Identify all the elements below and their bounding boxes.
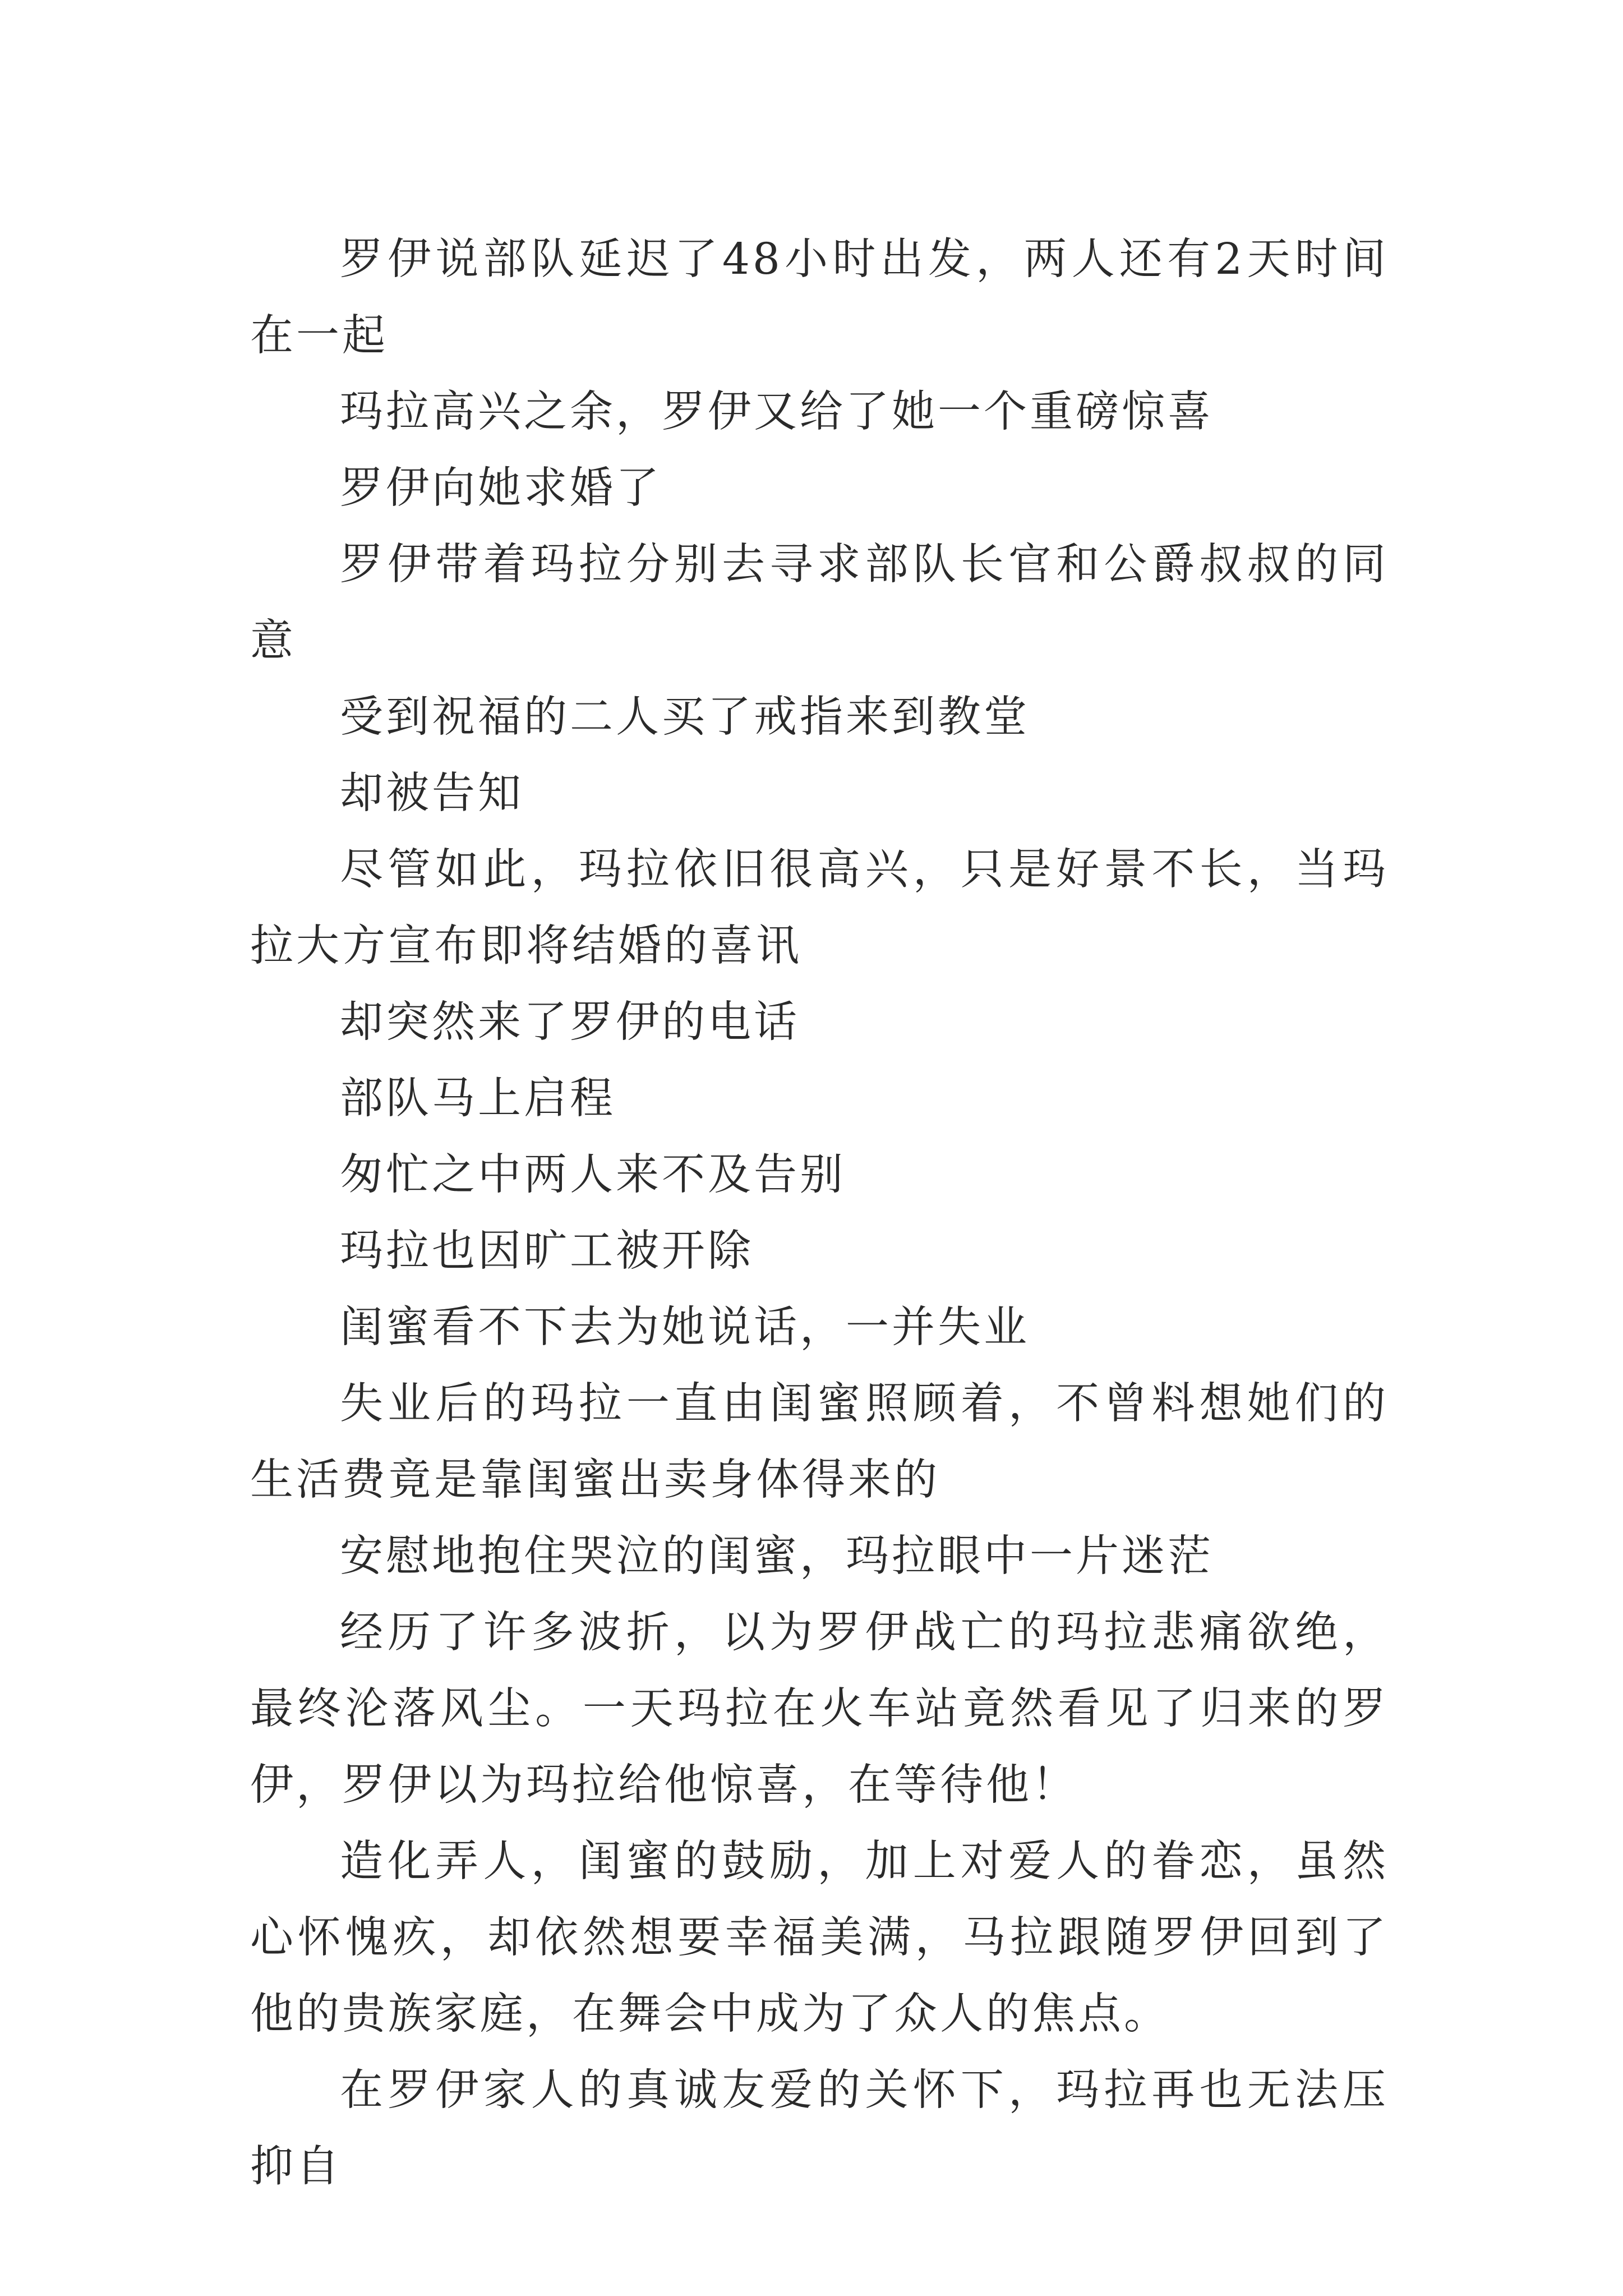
paragraph-6: 却被告知: [340, 769, 524, 818]
paragraph-17: 在罗伊家人的真诚友爱的关怀下，玛拉再也无法压抑自: [250, 2065, 1389, 2192]
paragraph-8: 却突然来了罗伊的电话: [340, 997, 800, 1047]
document-body: [250, 222, 1389, 2205]
paragraph-15: 经历了许多波折，以为罗伊战亡的玛拉悲痛欲绝，最终沦落风尘。一天玛拉在火车站竟然看见了归来的罗伊，罗伊以为玛拉给他惊喜，在等待他！: [250, 1608, 1389, 1810]
paragraph-16: 造化弄人，闺蜜的鼓励，加上对爱人的眷恋，虽然心怀愧疚，却依然想要幸福美满，马拉跟随罗伊回到了他的贵族家庭，在舞会中成为了众人的焦点。: [250, 1837, 1389, 2039]
paragraph-13: 失业后的玛拉一直由闺蜜照顾着，不曾料想她们的生活费竟是靠闺蜜出卖身体得来的: [250, 1379, 1389, 1505]
paragraph-12: 闺蜜看不下去为她说话，一并失业: [340, 1303, 1030, 1352]
paragraph-9: 部队马上启程: [340, 1074, 616, 1124]
paragraph-3: 罗伊向她求婚了: [340, 463, 662, 513]
paragraph-1: 罗伊说部队延迟了48小时出发，两人还有2天时间在一起: [250, 234, 1389, 361]
paragraph-7: 尽管如此，玛拉依旧很高兴，只是好景不长，当玛拉大方宣布即将结婚的喜讯: [250, 845, 1389, 971]
paragraph-10: 匆忙之中两人来不及告别: [340, 1150, 846, 1200]
paragraph-2: 玛拉高兴之余，罗伊又给了她一个重磅惊喜: [340, 387, 1214, 437]
paragraph-5: 受到祝福的二人买了戒指来到教堂: [340, 692, 1030, 742]
paragraph-14: 安慰地抱住哭泣的闺蜜，玛拉眼中一片迷茫: [340, 1531, 1214, 1581]
paragraph-4: 罗伊带着玛拉分别去寻求部队长官和公爵叔叔的同意: [250, 540, 1389, 666]
paragraph-11: 玛拉也因旷工被开除: [340, 1226, 754, 1276]
